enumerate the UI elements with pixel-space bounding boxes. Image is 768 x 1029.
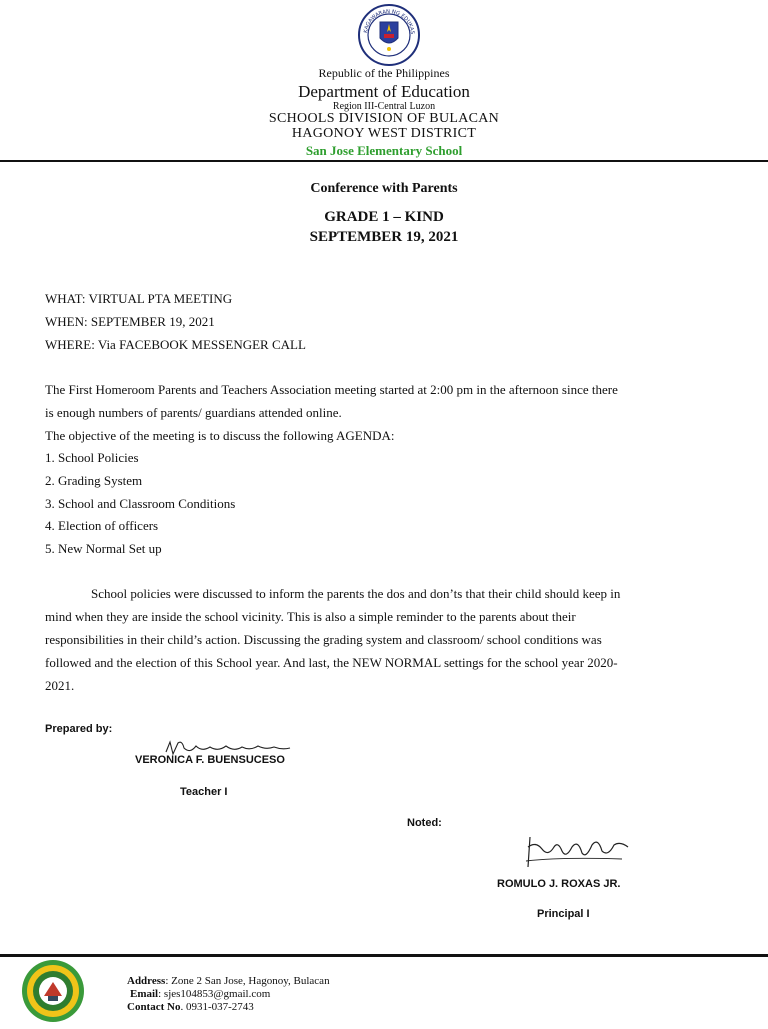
district-line: HAGONOY WEST DISTRICT — [291, 126, 477, 141]
document-heading: Conference with Parents — [310, 181, 458, 196]
grade-title: GRADE 1 – KIND — [324, 209, 444, 225]
footer-divider — [0, 954, 768, 957]
school-name: San Jose Elementary School — [305, 143, 463, 158]
division-line: SCHOOLS DIVISION OF BULACAN — [268, 111, 500, 126]
school-logo — [20, 958, 86, 1024]
intro-line-2: is enough numbers of parents/ guardians attended online. — [45, 405, 342, 420]
contact-value: . 0931-037-2743 — [180, 1001, 254, 1013]
email-label: Email — [130, 988, 159, 1000]
summary-line: responsibilities in their child’s action. Discussing the grading system and classroom/ school conditions was — [45, 632, 602, 647]
contact-label: Contact No — [127, 1001, 181, 1013]
principal-signature — [522, 833, 637, 878]
summary-line: School policies were discussed to inform the parents the dos and don’ts that their child should keep in — [91, 586, 621, 601]
republic-line: Republic of the Philippines — [318, 66, 450, 80]
agenda-item: 5. New Normal Set up — [45, 541, 162, 556]
date-title: SEPTEMBER 19, 2021 — [309, 229, 459, 245]
region-line: Region III-Central Luzon — [332, 101, 436, 112]
objective-line: The objective of the meeting is to discuss the following AGENDA: — [45, 428, 395, 443]
email-value: : sjes104853@gmail.com — [158, 988, 271, 1000]
teacher-title: Teacher I — [180, 786, 228, 798]
agenda-item: 1. School Policies — [45, 450, 139, 465]
department-name: Department of Education — [298, 82, 470, 101]
prepared-by-label: Prepared by: — [45, 723, 113, 735]
teacher-name: VERONICA F. BUENSUCESO — [135, 754, 285, 766]
meeting-when: WHEN: SEPTEMBER 19, 2021 — [45, 314, 215, 329]
agenda-item: 2. Grading System — [45, 473, 143, 488]
principal-name: ROMULO J. ROXAS JR. — [497, 878, 621, 890]
address-label: Address — [127, 975, 166, 987]
footer-contact — [127, 1001, 254, 1013]
header-divider — [0, 160, 768, 162]
summary-line: followed and the election of this School year. And last, the NEW NORMAL settings for the school year 2020- — [45, 655, 618, 670]
address-value: : Zone 2 San Jose, Hagonoy, Bulacan — [165, 975, 330, 987]
footer-email — [130, 988, 270, 1000]
principal-title: Principal I — [537, 908, 590, 920]
meeting-what: WHAT: VIRTUAL PTA MEETING — [45, 291, 233, 306]
summary-line: mind when they are inside the school vicinity. This is also a simple reminder to the parents about their — [45, 609, 576, 624]
noted-label: Noted: — [407, 817, 442, 829]
footer-address — [127, 975, 330, 987]
summary-line: 2021. — [45, 678, 75, 693]
meeting-where: WHERE: Via FACEBOOK MESSENGER CALL — [45, 337, 306, 352]
agenda-item: 3. School and Classroom Conditions — [45, 496, 236, 511]
deped-seal-logo — [358, 4, 420, 66]
agenda-item: 4. Election of officers — [45, 518, 159, 533]
intro-line-1: The First Homeroom Parents and Teachers Association meeting started at 2:00 pm in the afternoon since there — [45, 382, 618, 397]
seal-text: KAGAWARAN NG EDUKAS — [363, 8, 416, 35]
